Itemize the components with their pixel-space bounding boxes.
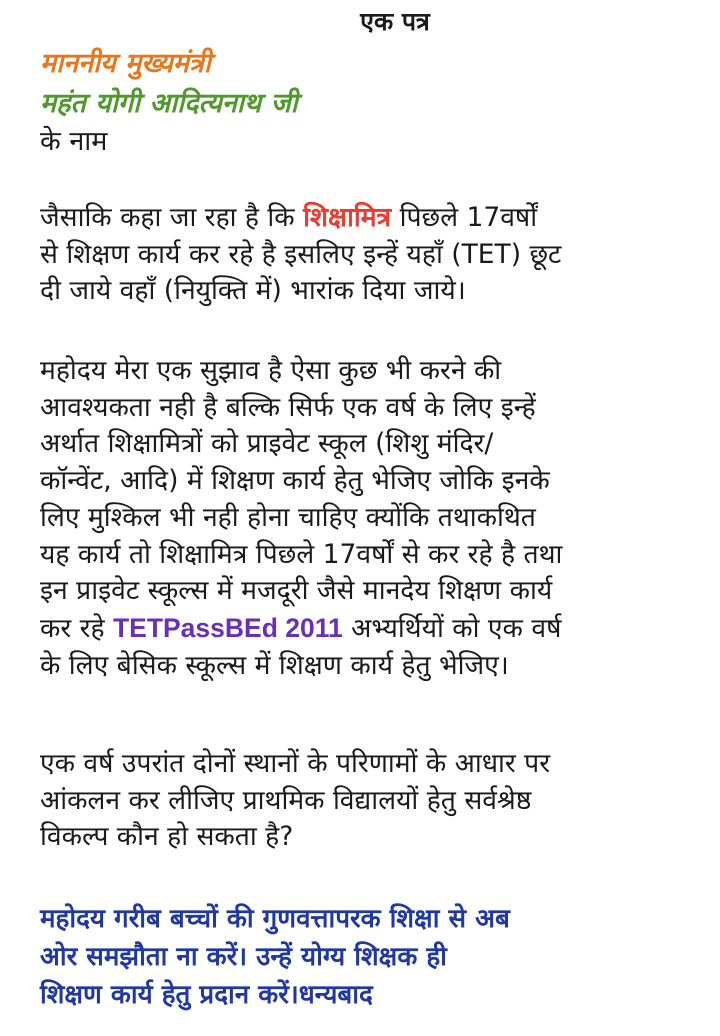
closing-line-3: शिक्षण कार्य हेतु प्रदान करें।धन्यबाद <box>40 980 373 1010</box>
highlight-tetpassbed: TETPassBEd 2011 <box>112 612 343 643</box>
paragraph-2-line-2: आवश्यकता नही है बल्कि सिर्फ एक वर्ष के लिए इन्हें <box>40 391 536 423</box>
text-segment: कर रहे <box>40 612 113 644</box>
paragraph-3-line-1: एक वर्ष उपरांत दोनों स्थानों के परिणामों के आधार पर <box>40 748 551 779</box>
salutation-line-1: माननीय मुख्यमंत्री <box>40 48 211 79</box>
letter-title <box>0 4 720 40</box>
salutation-line-3: के नाम <box>40 126 108 157</box>
closing-paragraph <box>40 900 700 1014</box>
paragraph-3-line-2: आंकलन कर लीजिए प्राथमिक विद्यालयों हेतु सर्वश्रेष्ठ <box>40 784 532 816</box>
paragraph-2-line-1: महोदय मेरा एक सुझाव है ऐसा कुछ भी करने की <box>40 355 502 386</box>
paragraph-2 <box>40 353 700 684</box>
salutation-line-2: महंत योगी आदित्यनाथ जी <box>40 88 298 119</box>
paragraph-2-line-7: इन प्राइवेट स्कूल्स में मजदूरी जैसे मानदेय शिक्षण कार्य <box>40 575 553 607</box>
highlight-shikshamitra: शिक्षामित्र <box>303 202 392 233</box>
paragraph-2-line-4: कॉन्वेंट, आदि) में शिक्षण कार्य हेतु भेजिए जोकि इनके <box>40 465 550 497</box>
paragraph-1-line-2: से शिक्षण कार्य कर रहे है इसलिए इन्हें यहाँ (TET) छूट <box>40 238 562 270</box>
paragraph-1-line-3: दी जाये वहाँ (नियुक्ति में) भारांक दिया जाये। <box>40 275 466 307</box>
paragraph-2-line-3: अर्थात शिक्षामित्रों को प्राइवेट स्कूल (शिशु मंदिर/ <box>40 428 494 460</box>
paragraph-2-line-5: लिए मुश्किल भी नही होना चाहिए क्योंकि तथाकथित <box>40 501 536 533</box>
paragraph-1 <box>40 200 700 310</box>
paragraph-3-line-3: विकल्प कौन हो सकता है? <box>40 821 294 853</box>
paragraph-2-line-8 <box>40 610 700 648</box>
text-segment: जैसाकि कहा जा रहा है कि <box>40 202 304 233</box>
paragraph-3 <box>40 746 700 856</box>
text-segment: पिछले 17वर्षों <box>391 202 538 233</box>
paragraph-2-line-9: के लिए बेसिक स्कूल्स में शिक्षण कार्य हेतु भेजिए। <box>40 649 509 681</box>
closing-line-1: महोदय गरीब बच्चों की गुणवत्तापरक शिक्षा से अब <box>40 904 510 934</box>
paragraph-2-line-6: यह कार्य तो शिक्षामित्र पिछले 17वर्षों से कर रहे है तथा <box>40 538 563 570</box>
closing-line-2: ओर समझौता ना करें। उन्हें योग्य शिक्षक ही <box>40 942 447 972</box>
paragraph-1-line-1 <box>40 200 700 237</box>
text-segment: अभ्यर्थियों को एक वर्ष <box>342 612 562 644</box>
letter-title-text: एक पत्र <box>360 7 430 36</box>
